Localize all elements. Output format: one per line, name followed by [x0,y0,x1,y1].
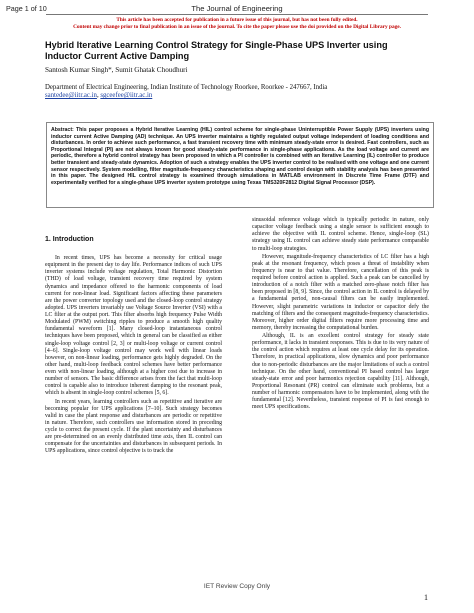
header-divider [46,14,428,15]
abstract-label: Abstract: [51,127,74,133]
page-number: 1 [424,593,428,602]
section-heading-introduction: 1. Introduction [45,236,94,243]
body-column-left [45,255,222,457]
abstract-box [46,122,434,208]
paragraph: In recent times, UPS has become a necessity for critical usage equipment in the present day to day life. Performance indices of such UPS inverter systems include voltage regulation, Total Harmonic Distortion (THD) of load voltage, transient recovery time required by system dynamics and impedance offered to the harmonic components of load current for non-linear load. Significant factors affecting these parameters are the power converter topology used and the closed-loop control strategy adopted. UPS inverters invariably use Voltage Source Inverter (VSI) with a LC filter at the output port. This filter absorbs high frequency Pulse Width Modulated (PWM) switching ripples to produce a smooth high quality fundamental waveform [1]. Many closed-loop instantaneous control techniques have been proposed, which in general can be classified as either single-loop voltage control [2, 3] or multi-loop voltage or current control [4–6]. Single-loop voltage control may work well with linear loads however, on non-linear loading, performance gets highly degraded. On the other hand, multi-loop feedback control schemes have better performance even with non-linear loading, although at a higher cost due to increase in number of sensors. The basic difference arises from the fact that multi-loop control is capable also to introduce inherent damping to the resonant peak, which is absent in single-loop control schemes [5, 6]. [45,255,222,397]
email-link-1[interactable]: santedee@iitr.ac.in [45,92,97,99]
body-column-right [252,217,429,412]
publication-notice-line-2: Content may change prior to final publication in an issue of the journal. To cite the paper please use the doi provided on the Digital Library page. [73,24,401,30]
paragraph: In recent years, learning controllers such as repetitive and iterative are becoming popular for UPS applications [7–10]. Such strategy becomes valid in case the plant response and disturbances are periodic or repetitive in nature. Therefore, such controllers use information stored in preceding cycle to correct the present cycle. If the plant uncertainty and disturbances are pre-determined on an evenly distributed time axis, then IL control can compensate for the uncertainties and disturbances in subsequent periods. In UPS applications, since control objective is to track the [45,398,222,455]
review-copy-footer: IET Review Copy Only [203,583,271,590]
page-label: Page 1 of 10 [6,4,47,13]
paper-affiliation: Department of Electrical Engineering, Indian Institute of Technology Roorkee, Roorkee - 247667, India [45,84,328,91]
publication-notice-line-1: This article has been accepted for publication in a future issue of this journal, but has not been fully edited. [116,17,358,23]
email-link-2[interactable]: sgceefee@iitr.ac.in [100,92,153,99]
abstract-text: This paper proposes a Hybrid Iterative Learning (HIL) control scheme for single-phase Uninterruptible Power Supply (UPS) inverters using inductor current Active Damping (AD) technique. An UPS inverter maintains a tightly regulated output voltage independent of loading conditions and disturbances. In order to achieve such performance, a fast transient recovery time with minimum steady-state error is desired. Fast controllers, such as Proportional Integral (PI) are not always known for good steady-state performance in single-phase applications. As the load voltage and current are periodic, therefore a hybrid control strategy has been proposed in which a PI controller is combined with an Iterative Learning (IL) controller to produce better transient and steady-state dynamics. Adoption of such a strategy enables the UPS inverter control to be realised with one voltage and one current sensor respectively. System modelling, filter magnitude-frequency characteristics shaping and control design with stability analysis has been presented in this paper. The designed HIL control strategy is examined through simulations in MATLAB environment in Discrete Time Frame (DTF) and experimentally verified for a single-phase UPS inverter system prototype using Texas TMS320F2812 Digital Signal Processor (DSP). [51,127,429,186]
journal-name: The Journal of Engineering [191,4,283,13]
paragraph: sinusoidal reference voltage which is typically periodic in nature, only capacitor voltage feedback using a single sensor is sufficient enough to achieve the objective with IL control scheme. Hence, single-loop (SL) strategy using IL control can achieve steady state performance comparable to multi-loop strategies. [252,217,429,252]
paper-authors: Santosh Kumar Singh*, Sumit Ghatak Choudhuri [45,66,188,74]
paper-title: Hybrid Iterative Learning Control Strategy for Single-Phase UPS Inverter using Inductor Current Active Damping [45,40,388,61]
paragraph: Although, IL is an excellent control strategy for steady state performance, it lacks in transient responses. This is due to its very nature of the control action which requires at least one cycle delay for its operation. Therefore, in practical applications, slow dynamics and poor performance due to non-periodic disturbances are the major limitations of such a control technique. On the other hand, conventional PI based control has larger steady-state error and poor harmonics rejection capability [11]. Although, Proportional Resonant (PR) control can eliminate such problems, but a number of harmonic compensators have to be implemented, along with the fundamental [12]. Nevertheless, transient response of PI is fast enough to meet UPS specifications. [252,333,429,411]
paragraph: However, magnitude-frequency characteristics of LC filter has a high peak at the resonant frequency, which poses a threat of instability when frequency is near to that value. Therefore, cancellation of this peak is required before control action is applied. Such a peak can be cancelled by introduction of a notch filter with a matched zero-phase notch filter has been proposed in [8, 9]. Since, the control action in IL control is delayed by a fundamental period, non-causal filters can be easily implemented. However, slight parametric variations in inductor or capacitor defy the matching of filters and the consequent magnitude-frequency characteristics. Moreover, higher order digital filters require more processing time and memory, thereby increasing the computational burden. [252,253,429,331]
author-emails: santedee@iitr.ac.in, sgceefee@iitr.ac.in [45,92,153,99]
